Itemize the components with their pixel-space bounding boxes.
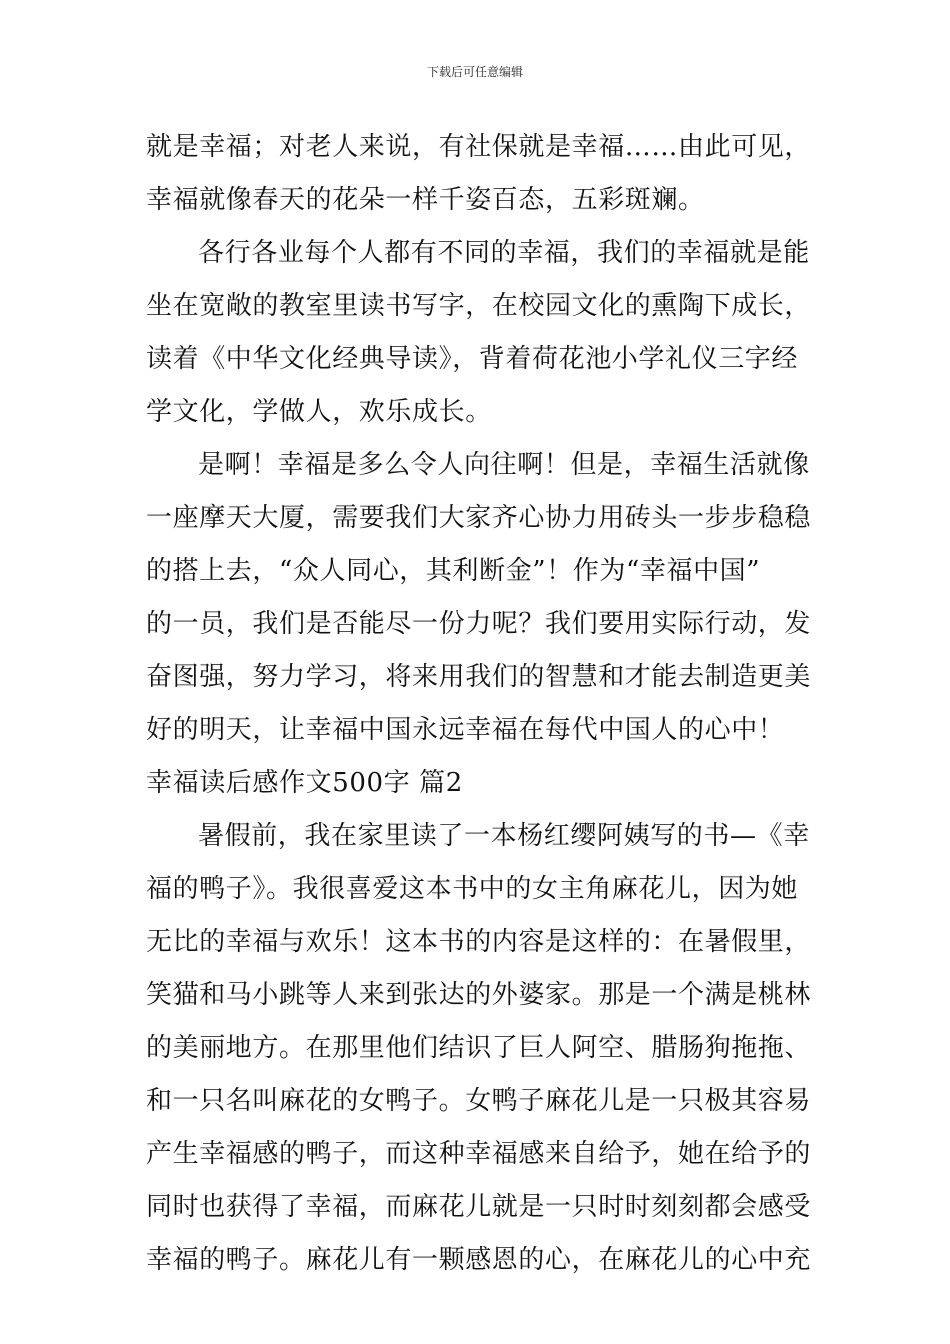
page-header: 下载后可任意编辑 xyxy=(426,65,523,79)
text-line: 无比的幸福与欢乐！这本书的内容是这样的：在暑假里， xyxy=(146,927,812,957)
text-line: 好的明天，让幸福中国永远幸福在每代中国人的心中！ xyxy=(146,715,785,745)
text-line: 奋图强，努力学习，将来用我们的智慧和才能去制造更美 xyxy=(146,662,812,692)
body-text xyxy=(146,121,812,1287)
text-line: 的一员，我们是否能尽一份力呢？我们要用实际行动，发 xyxy=(146,609,812,639)
heading-line: 幸福读后感作文500字 篇2 xyxy=(146,768,463,798)
text-line: 笑猫和马小跳等人来到张达的外婆家。那是一个满是桃林 xyxy=(146,980,812,1010)
text-line: 读着《中华文化经典导读》，背着荷花池小学礼仪三字经 xyxy=(146,344,799,374)
text-line: 同时也获得了幸福，而麻花儿就是一只时时刻刻都会感受 xyxy=(146,1192,812,1222)
text-line: 是啊！幸福是多么令人向往啊！但是，幸福生活就像 xyxy=(198,450,810,480)
text-line: 幸福的鸭子。麻花儿有一颗感恩的心，在麻花儿的心中充 xyxy=(146,1245,812,1275)
text-line: 和一只名叫麻花的女鸭子。女鸭子麻花儿是一只极其容易 xyxy=(146,1086,812,1116)
text-line: 坐在宽敞的教室里读书写字，在校园文化的熏陶下成长， xyxy=(146,291,812,321)
text-line: 暑假前，我在家里读了一本杨红缨阿姨写的书—《幸 xyxy=(198,821,810,851)
text-line: 幸福就像春天的花朵一样千姿百态，五彩斑斓。 xyxy=(146,185,705,215)
text-line: 产生幸福感的鸭子，而这种幸福感来自给予，她在给予的 xyxy=(146,1139,812,1169)
text-line: 各行各业每个人都有不同的幸福，我们的幸福就是能 xyxy=(198,238,810,268)
section-heading xyxy=(146,757,806,810)
paragraph xyxy=(146,439,812,757)
text-line: 的美丽地方。在那里他们结识了巨人阿空、腊肠狗拖拖、 xyxy=(146,1033,812,1063)
text-line: 学文化，学做人，欢乐成长。 xyxy=(146,397,492,427)
text-line: 福的鸭子》。我很喜爱这本书中的女主角麻花儿，因为她 xyxy=(146,874,799,904)
paragraph xyxy=(146,121,812,227)
text-line: 就是幸福；对老人来说，有社保就是幸福……由此可见， xyxy=(146,132,812,162)
text-line: 一座摩天大厦，需要我们大家齐心协力用砖头一步步稳稳 xyxy=(146,503,812,533)
paragraph xyxy=(146,810,812,1287)
text-line: 的搭上去，“众人同心，其利断金”！作为“幸福中国” xyxy=(146,556,761,586)
paragraph xyxy=(146,227,812,439)
